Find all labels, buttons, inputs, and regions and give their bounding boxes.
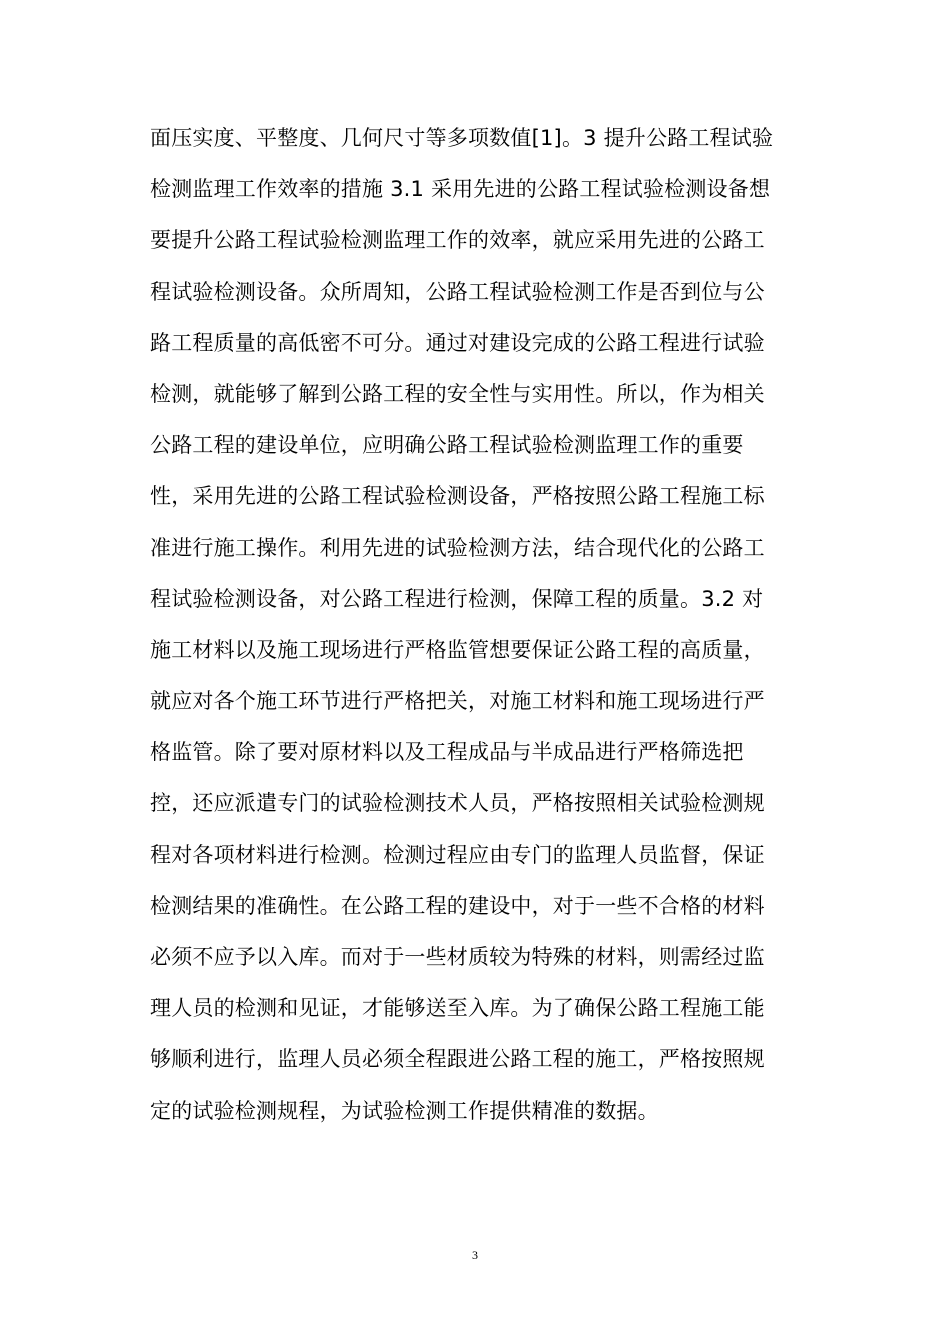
text-line: 公路工程的建设单位，应明确公路工程试验检测监理工作的重要	[150, 433, 744, 458]
text-line: 准进行施工操作。利用先进的试验检测方法，结合现代化的公路工	[150, 535, 765, 560]
text-line: 定的试验检测规程，为试验检测工作提供精准的数据。	[150, 1098, 659, 1123]
text-line: 面压实度、平整度、几何尺寸等多项数值[1]。3 提升公路工程试验	[150, 126, 774, 150]
text-line: 格监管。除了要对原材料以及工程成品与半成品进行严格筛选把	[150, 740, 744, 765]
text-line: 必须不应予以入库。而对于一些材质较为特殊的材料，则需经过监	[150, 945, 765, 969]
page-number: 3	[472, 1248, 478, 1262]
text-line: 检测结果的准确性。在公路工程的建设中，对于一些不合格的材料	[150, 893, 765, 918]
body-paragraph	[150, 113, 810, 1137]
text-line: 够顺利进行，监理人员必须全程跟进公路工程的施工，严格按照规	[150, 1047, 765, 1072]
text-line: 路工程质量的高低密不可分。通过对建设完成的公路工程进行试验	[150, 330, 765, 355]
text-line: 程对各项材料进行检测。检测过程应由专门的监理人员监督，保证	[150, 842, 765, 867]
text-line: 施工材料以及施工现场进行严格监管想要保证公路工程的高质量，	[150, 637, 765, 662]
text-line: 理人员的检测和见证，才能够送至入库。为了确保公路工程施工能	[150, 996, 765, 1021]
text-line: 就应对各个施工环节进行严格把关，对施工材料和施工现场进行严	[150, 689, 765, 714]
text-line: 性，采用先进的公路工程试验检测设备，严格按照公路工程施工标	[150, 484, 765, 509]
text-line: 程试验检测设备，对公路工程进行检测，保障工程的质量。3.2 对	[150, 586, 764, 611]
text-line: 检测监理工作效率的措施 3.1 采用先进的公路工程试验检测设备想	[150, 177, 771, 202]
text-line: 要提升公路工程试验检测监理工作的效率，就应采用先进的公路工	[150, 228, 765, 253]
text-line: 程试验检测设备。众所周知，公路工程试验检测工作是否到位与公	[150, 279, 765, 304]
text-line: 检测，就能够了解到公路工程的安全性与实用性。所以，作为相关	[150, 381, 765, 406]
text-line: 控，还应派遣专门的试验检测技术人员，严格按照相关试验检测规	[150, 791, 765, 816]
